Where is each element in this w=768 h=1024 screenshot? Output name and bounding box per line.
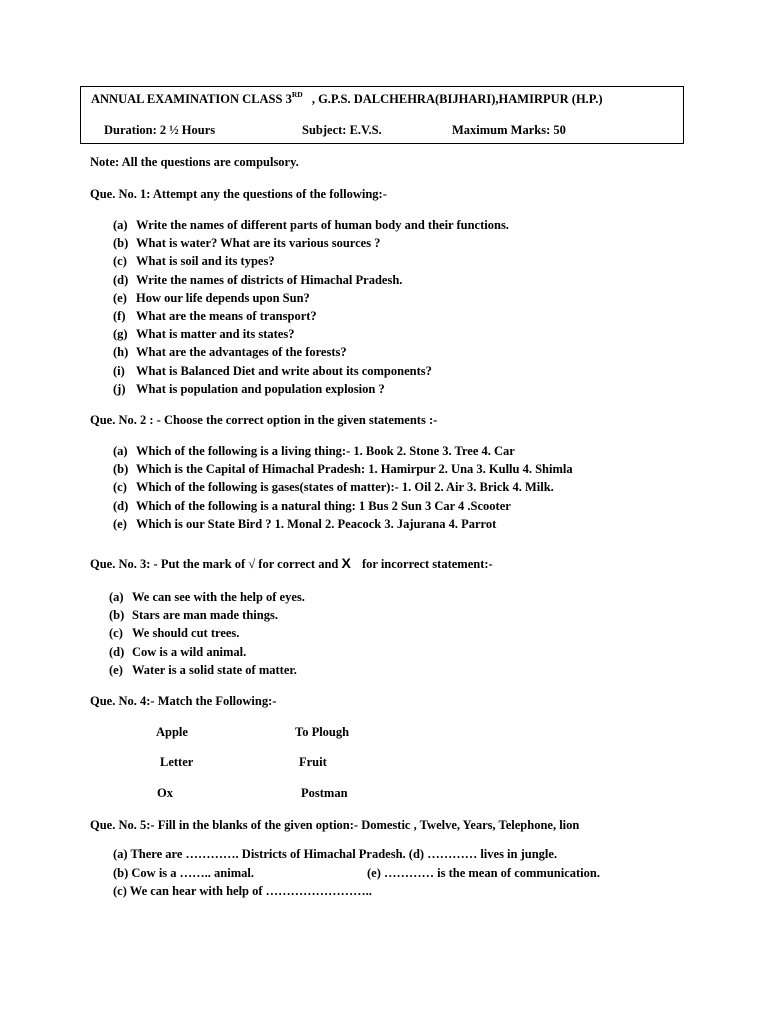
exam-title-prefix: ANNUAL EXAMINATION CLASS 3 bbox=[91, 92, 292, 106]
list-item: (e) Water is a solid state of matter. bbox=[109, 662, 297, 677]
list-item: (d) Which of the following is a natural thing: 1 Bus 2 Sun 3 Car 4 .Scooter bbox=[113, 498, 511, 513]
q3-list bbox=[109, 588, 305, 679]
q2-title: Que. No. 2 : - Choose the correct option in the given statements :- bbox=[90, 413, 438, 427]
match-right-item: To Plough bbox=[295, 725, 350, 739]
match-right-item: Fruit bbox=[299, 755, 327, 769]
exam-title-sup: RD bbox=[291, 90, 303, 99]
q5-line-b-left: (b) Cow is a …….. animal. bbox=[113, 866, 254, 880]
list-item: (c) Which of the following is gases(states of matter):- 1. Oil 2. Air 3. Brick 4. Milk. bbox=[113, 480, 554, 495]
duration: Duration: 2 ½ Hours bbox=[104, 123, 216, 137]
list-item: (h) What are the advantages of the forests? bbox=[113, 345, 347, 360]
note: Note: All the questions are compulsory. bbox=[90, 155, 299, 169]
list-item: (j) What is population and population explosion ? bbox=[113, 381, 385, 396]
q3-title: Que. No. 3: - Put the mark of √ for correct and X for incorrect statement:- bbox=[90, 555, 493, 571]
q5-line-a: (a) There are …………. Districts of Himachal Pradesh. (d) ………… lives in jungle. bbox=[113, 847, 558, 861]
q5-title: Que. No. 5:- Fill in the blanks of the given option:- Domestic , Twelve, Years, Telephone, lion bbox=[90, 818, 580, 832]
list-item: (a) Write the names of different parts of human body and their functions. bbox=[113, 218, 509, 232]
q1-title: Que. No. 1: Attempt any the questions of the following:- bbox=[90, 187, 387, 201]
subject: Subject: E.V.S. bbox=[302, 123, 382, 137]
list-item: (d) Write the names of districts of Himachal Pradesh. bbox=[113, 272, 403, 287]
list-item: (a) We can see with the help of eyes. bbox=[109, 590, 305, 604]
match-left-item: Apple bbox=[156, 725, 188, 739]
q2-list bbox=[113, 442, 573, 533]
cross-mark-icon: X bbox=[341, 555, 351, 571]
list-item: (b) Stars are man made things. bbox=[109, 608, 278, 623]
q4-title: Que. No. 4:- Match the Following:- bbox=[90, 694, 277, 708]
match-right-item: Postman bbox=[301, 786, 348, 800]
list-item: (g) What is matter and its states? bbox=[113, 327, 295, 342]
match-left-item: Letter bbox=[160, 755, 194, 769]
match-left-item: Ox bbox=[157, 786, 173, 800]
exam-title bbox=[91, 92, 603, 107]
q1-list bbox=[113, 216, 509, 398]
list-item: (i) What is Balanced Diet and write about its components? bbox=[113, 363, 432, 378]
q5-line-b-right: (e) ………… is the mean of communication. bbox=[367, 866, 600, 880]
list-item: (b) Which is the Capital of Himachal Pradesh: 1. Hamirpur 2. Una 3. Kullu 4. Shimla bbox=[113, 462, 573, 477]
max-marks: Maximum Marks: 50 bbox=[452, 123, 566, 137]
list-item: (c) We should cut trees. bbox=[109, 626, 240, 641]
list-item: (e) Which is our State Bird ? 1. Monal 2. Peacock 3. Jajurana 4. Parrot bbox=[113, 516, 497, 531]
list-item: (b) What is water? What are its various sources ? bbox=[113, 236, 381, 251]
list-item: (a) Which of the following is a living thing:- 1. Book 2. Stone 3. Tree 4. Car bbox=[113, 444, 515, 458]
list-item: (e) How our life depends upon Sun? bbox=[113, 290, 310, 305]
exam-title-suffix: , G.P.S. DALCHEHRA(BIJHARI),HAMIRPUR (H.P.) bbox=[311, 92, 603, 106]
q5-line-c: (c) We can hear with help of …………………….. bbox=[113, 884, 372, 898]
list-item: (f) What are the means of transport? bbox=[113, 308, 317, 323]
list-item: (d) Cow is a wild animal. bbox=[109, 644, 247, 659]
list-item: (c) What is soil and its types? bbox=[113, 254, 275, 269]
